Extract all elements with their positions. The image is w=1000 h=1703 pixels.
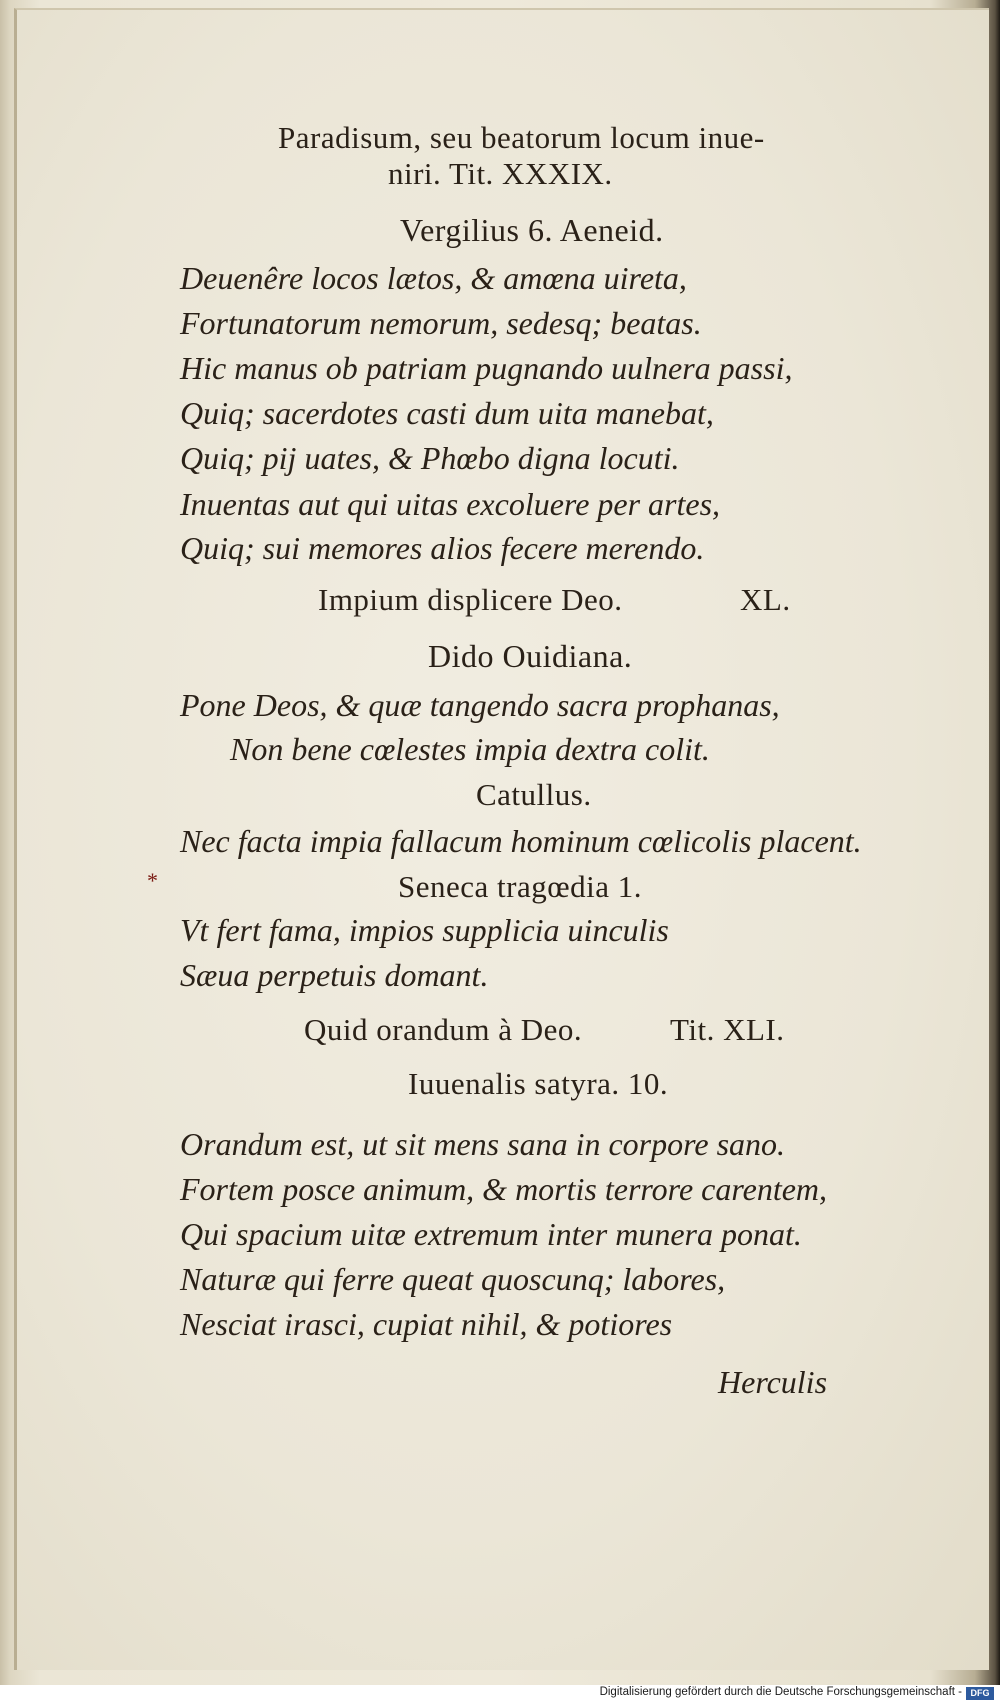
verse-line: Qui spacium uitæ extremum inter munera ponat.	[180, 1216, 802, 1252]
title-41: Quid orandum à Deo.	[304, 1012, 583, 1047]
title-41-number: Tit. XLI.	[670, 1012, 785, 1047]
verse-line: Sæua perpetuis domant.	[180, 957, 489, 993]
title-39-line-2: niri. Tit. XXXIX.	[388, 156, 613, 191]
digitization-footer	[0, 1685, 1000, 1703]
title-40-number: XL.	[740, 582, 791, 617]
verse-line: Fortem posce animum, & mortis terrore carentem,	[180, 1171, 828, 1207]
verse-line: Deuenêre locos lætos, & amœna uireta,	[180, 260, 687, 296]
verse-line: Pone Deos, & quæ tangendo sacra prophanas,	[180, 687, 780, 723]
verse-line: Naturæ qui ferre queat quoscunq; labores,	[180, 1261, 726, 1297]
verse-line: Quiq; sui memores alios fecere merendo.	[180, 530, 705, 566]
catchword: Herculis	[718, 1364, 828, 1400]
verse-line: Quiq; pij uates, & Phœbo digna locuti.	[180, 440, 680, 476]
source-seneca: Seneca tragœdia 1.	[398, 869, 642, 904]
verse-line: Quiq; sacerdotes casti dum uita manebat,	[180, 395, 714, 431]
dfg-logo-icon: DFG	[966, 1687, 994, 1700]
verse-line: Inuentas aut qui uitas excoluere per artes,	[180, 486, 721, 522]
verse-line: Vt fert fama, impios supplicia uinculis	[180, 912, 669, 948]
title-40: Impium displicere Deo.	[318, 582, 623, 617]
verse-line: Orandum est, ut sit mens sana in corpore sano.	[180, 1126, 786, 1162]
verse-line: Hic manus ob patriam pugnando uulnera passi,	[180, 350, 793, 386]
title-39-line-1: Paradisum, seu beatorum locum inue-	[278, 120, 765, 155]
margin-asterisk-mark: *	[147, 868, 158, 893]
verse-line: Fortunatorum nemorum, sedesq; beatas.	[180, 305, 702, 341]
footer-credit-text: Digitalisierung gefördert durch die Deutsche Forschungsgemeinschaft -	[599, 1686, 962, 1698]
source-dido-ouidiana: Dido Ouidiana.	[428, 638, 633, 674]
source-vergilius: Vergilius 6. Aeneid.	[400, 212, 664, 248]
verse-line: Nec facta impia fallacum hominum cœlicolis placent.	[180, 823, 862, 859]
verse-line: Non bene cœlestes impia dextra colit.	[230, 731, 710, 767]
source-catullus: Catullus.	[476, 777, 592, 812]
source-iuuenalis: Iuuenalis satyra. 10.	[408, 1066, 669, 1101]
verse-line: Nesciat irasci, cupiat nihil, & potiores	[180, 1306, 673, 1342]
